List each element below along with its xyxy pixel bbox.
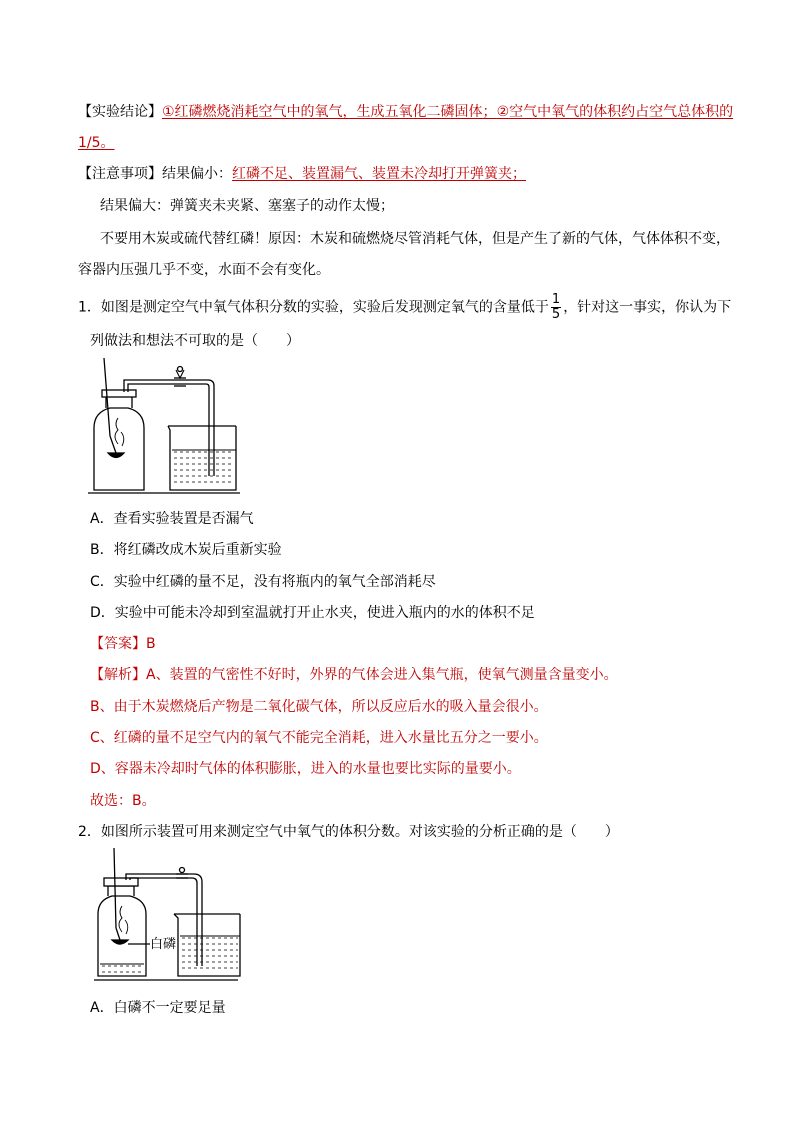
notes-line-large: 结果偏大：弹簧夹未夹紧、塞塞子的动作太慢； [100,198,394,214]
q1-analysis-1 [90,665,618,685]
q1-apparatus-figure [88,356,248,498]
q1-analysis-b: B、由于木炭燃烧后产物是二氧化碳气体，所以反应后水的吸入量会很小。 [90,699,548,715]
q2-figure-label: 白磷 [150,937,177,952]
q1-answer-value: B [146,636,156,652]
q1-analysis-a: A、装置的气密性不好时，外界的气体会进入集气瓶，使氧气测量含量变小。 [146,667,618,683]
q1-option-b: B．将红磷改成木炭后重新实验 [90,542,282,558]
q2-stem: 2．如图所示装置可用来测定空气中氧气的体积分数。对该实验的分析正确的是（ ） [78,824,619,840]
notes-small-prefix: 结果偏小： [162,166,232,182]
conclusion-label: 【实验结论】 [78,104,162,120]
notes-warning-1: 不要用木炭或硫代替红磷！原因：木炭和硫燃烧尽管消耗气体，但是产生了新的气体，气体体积不变， [100,231,730,247]
q1-frac-num: 1 [551,292,561,307]
q1-choice: 故选：B。 [90,793,156,809]
q1-stem-line-1 [78,293,731,322]
notes-small-text: 红磷不足、装置漏气、装置未冷却打开弹簧夹； [232,166,526,182]
q2-apparatus-figure [92,848,252,984]
q1-stem-line-2: 列做法和想法不可取的是（ ） [90,333,300,349]
notes-warning-2: 容器内压强几乎不变，水面不会有变化。 [78,262,330,278]
q1-frac-den: 5 [551,307,561,322]
q1-analysis-label: 【解析】 [90,667,146,683]
notes-label: 【注意事项】 [78,166,162,182]
conclusion-line-2: 1/5。 [78,135,115,151]
conclusion-line-1 [78,102,733,122]
q1-fraction [551,293,561,322]
conclusion-text-1: ①红磷燃烧消耗空气中的氧气，生成五氧化二磷固体； [162,104,497,120]
q1-option-c: C．实验中红磷的量不足，没有将瓶内的氧气全部消耗尽 [90,574,436,590]
conclusion-text-2: ②空气中氧气的体积约占空气总体积的 [496,104,734,120]
notes-line-small [78,164,526,184]
q1-option-a: A．查看实验装置是否漏气 [90,511,254,527]
q1-answer [90,634,156,654]
q1-analysis-c: C、红磷的量不足空气内的氧气不能完全消耗，进入水量比五分之一要小。 [90,730,548,746]
q1-stem-b: ，针对这一事实，你认为下 [563,299,732,316]
q1-analysis-d: D、容器未冷却时气体的体积膨胀，进入的水量也要比实际的量要小。 [90,761,521,777]
q1-stem-a: 1．如图是测定空气中氧气体积分数的实验，实验后发现测定氧气的含量低于 [78,299,549,316]
q1-option-d: D．实验中可能未冷却到室温就打开止水夹，使进入瓶内的水的体积不足 [90,605,535,621]
q2-option-a: A．白磷不一定要足量 [90,1000,226,1016]
q1-answer-label: 【答案】 [90,636,146,652]
